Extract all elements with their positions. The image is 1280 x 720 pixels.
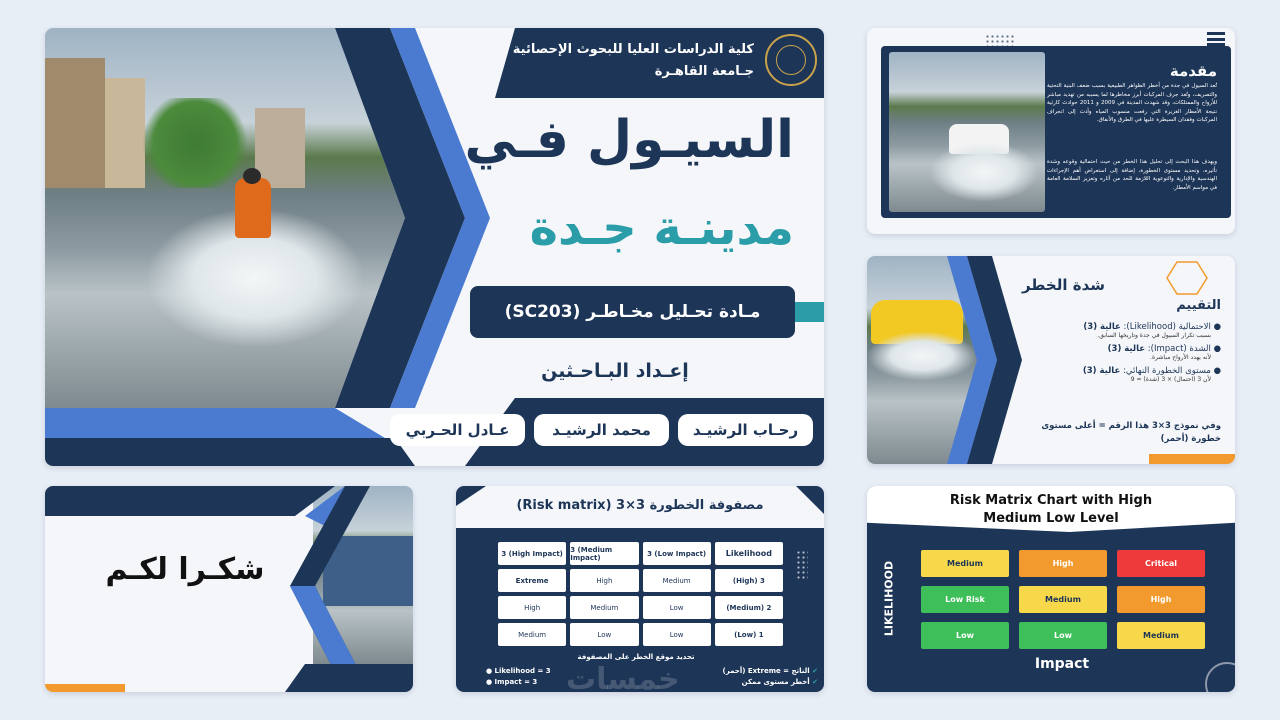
intro-paragraph: ويهدف هذا البحث إلى تحليل هذا الخطر من حيث احتمالية وقوعه وشدة تأثيره، وتحديد مستوى الخطورة، إضافة إلى استعراض أهم الإجراءات الهندسية والإدارية والتوعوية اللازمة للحد من آثاره وتعزيز السلامة العامة في مواسم الأمطار.	[1047, 159, 1217, 191]
slide-introduction[interactable]	[867, 28, 1235, 234]
matrix-header: Likelihood	[715, 542, 783, 565]
slide-thanks[interactable]	[45, 486, 413, 692]
x-axis-label: Impact	[1034, 656, 1090, 672]
assessment-list	[1011, 322, 1221, 388]
risk-grid	[921, 550, 1221, 649]
slide-title[interactable]	[45, 28, 824, 466]
note-item: ✔ الناتج = Extreme (أحمر)	[722, 667, 818, 675]
researcher-name: عـادل الحـربي	[390, 414, 525, 446]
chart-title: Risk Matrix Chart with High Medium Low Level	[949, 493, 1153, 526]
matrix-cell: Medium	[643, 569, 711, 592]
severity-conclusion: وفي نموذج 3×3 هذا الرقم = أعلى مستوى خطورة (أحمر)	[1041, 421, 1221, 444]
intro-title: مقدمة	[1169, 62, 1217, 80]
matrix-cell: (Low) 1	[715, 623, 783, 646]
risk-cell: High	[1019, 550, 1107, 577]
check-icon: ✔	[809, 667, 818, 675]
risk-cell: Low Risk	[921, 586, 1009, 613]
university-name: كلية الدراسات العليا للبحوث الإحصائية	[512, 42, 754, 57]
assessment-item: ● الاحتمالية (Likelihood): عالية (3) بسبب تكرار السيول في جدة وتاريخها السابق.	[1083, 322, 1221, 339]
matrix-grid	[498, 542, 783, 646]
matrix-header: 3 (Medium Impact)	[570, 542, 638, 565]
dots-decoration	[796, 550, 808, 580]
right-notes	[723, 666, 818, 688]
ring-decoration	[1205, 662, 1235, 692]
note-item: ● Likelihood = 3	[486, 667, 551, 675]
dots-decoration	[985, 34, 1015, 48]
matrix-header: 3 (High Impact)	[498, 542, 566, 565]
university-logo	[765, 34, 817, 86]
watermark-logo: خمسات	[566, 662, 680, 692]
risk-cell: Critical	[1117, 550, 1205, 577]
thanks-title: شكـرا لكـم	[105, 552, 265, 587]
researcher-name: رحـاب الرشيـد	[678, 414, 813, 446]
risk-cell: Medium	[1019, 586, 1107, 613]
matrix-cell: High	[498, 596, 566, 619]
intro-paragraph: تُعد السيول في جدة من أخطر الظواهر الطبيعية بسبب ضعف البنية التحتية والتصريف، وتُعد جرف المركبات أبرز مخاطرها لما يسببه من تهديد مباشر للأرواح والممتلكات، وقد شهدت المدينة في 2009 و 2011 حوادث كارثية نتيجة الأمطار الغزيرة التي رفعت منسوب المياه وأدت إلى انجراف المركبات وفقدان السيطرة عليها في الطرق والأنفاق.	[1047, 83, 1218, 124]
menu-icon[interactable]	[1207, 32, 1225, 46]
chevron-decoration	[45, 486, 413, 692]
left-notes	[486, 666, 551, 688]
y-axis-label: LIKELIHOOD	[882, 560, 896, 637]
matrix-cell: (Medium) 2	[715, 596, 783, 619]
matrix-title: مصفوفة الخطورة 3×3 (Risk matrix)	[516, 498, 764, 513]
note-item: ✔ أخطر مستوى ممكن	[741, 678, 818, 687]
note-item: ● Impact = 3	[486, 678, 538, 687]
researcher-name: محمد الرشيـد	[534, 414, 669, 446]
matrix-cell: Extreme	[498, 569, 566, 592]
matrix-cell: (High) 3	[715, 569, 783, 592]
title-line-1: السيـول فـي	[464, 110, 794, 170]
severity-subtitle: التقييم	[1176, 298, 1221, 313]
assessment-item: ● مستوى الخطورة النهائي: عالية (3) لأن 3 (احتمال) × 3 (شدة) = 9	[1082, 366, 1221, 383]
risk-cell: Low	[921, 622, 1009, 649]
matrix-cell: Low	[643, 596, 711, 619]
slide-risk-matrix[interactable]	[456, 486, 824, 692]
risk-cell: Medium	[1117, 622, 1205, 649]
matrix-header: 3 (Low Impact)	[643, 542, 711, 565]
flood-photo	[889, 52, 1045, 212]
slide-severity[interactable]	[867, 256, 1235, 464]
prepared-by: إعـداد البـاحـثين	[541, 360, 689, 382]
matrix-cell: High	[570, 569, 638, 592]
slide-risk-chart[interactable]	[867, 486, 1235, 692]
risk-cell: High	[1117, 586, 1205, 613]
assessment-item: ● الشدة (Impact): عالية (3) لأنه يهدد الأرواح مباشرة.	[1107, 344, 1221, 361]
matrix-cell: Low	[643, 623, 711, 646]
matrix-cell: Low	[570, 623, 638, 646]
title-line-2: مدينـة جـدة	[529, 200, 794, 256]
faculty-name: جـامعة القاهـرة	[654, 64, 754, 79]
check-icon: ✔	[809, 678, 818, 687]
matrix-cell: Medium	[498, 623, 566, 646]
risk-cell: Low	[1019, 622, 1107, 649]
matrix-cell: Medium	[570, 596, 638, 619]
risk-cell: Medium	[921, 550, 1009, 577]
severity-title: شدة الخطر	[1021, 276, 1105, 294]
matrix-caption: تحديد موقع الخطر على المصفوفة	[577, 653, 695, 661]
course-label: مـادة تحـليل مخـاطـر (SC203)	[470, 286, 795, 338]
